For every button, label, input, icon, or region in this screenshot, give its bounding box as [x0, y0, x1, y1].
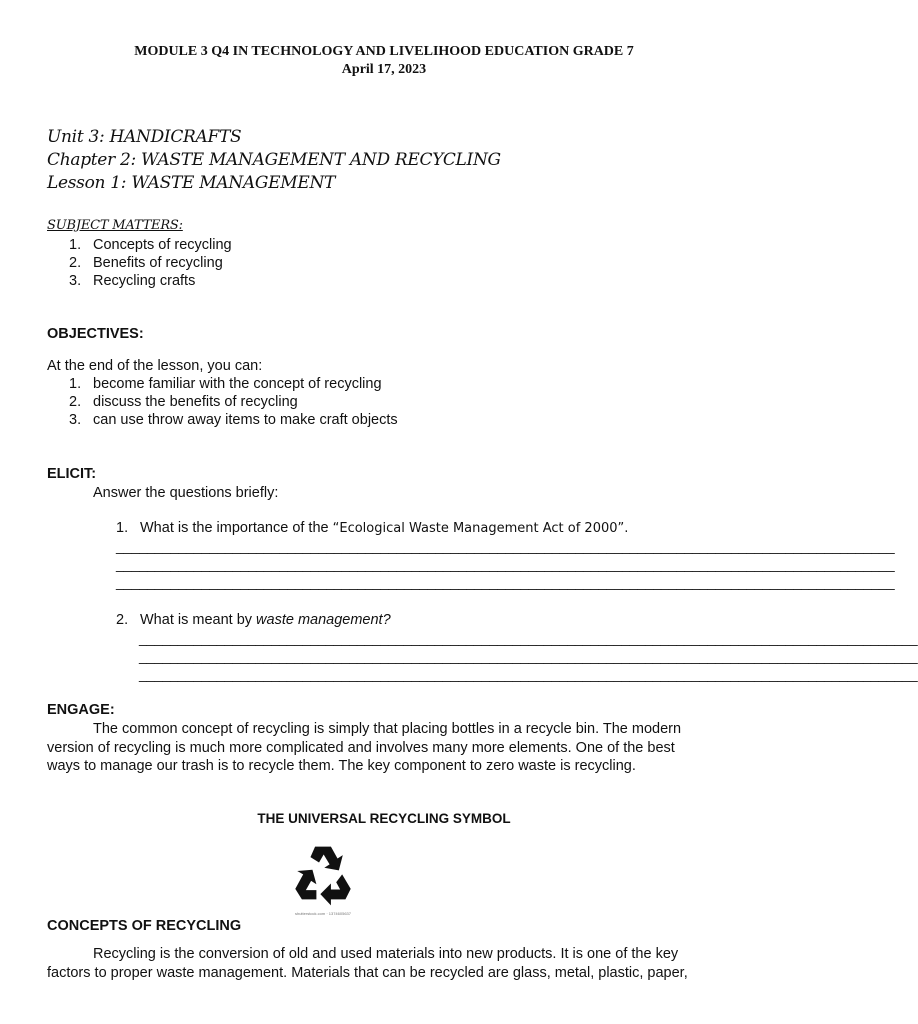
subject-matters-list: [69, 236, 232, 290]
concepts-paragraph: Recycling is the conversion of old and used materials into new products. It is one of the key factors to proper waste management. Materials that can be recycled are glass, metal, plastic, paper,: [47, 946, 688, 981]
chapter-title: Chapter 2: WASTE MANAGEMENT AND RECYCLING: [47, 150, 501, 170]
objectives-list: [69, 375, 398, 429]
list-item: 1. become familiar with the concept of recycling: [69, 376, 382, 392]
answer-line-1a[interactable]: ____________________________________________________________________________________________________: [116, 538, 895, 554]
module-header: MODULE 3 Q4 IN TECHNOLOGY AND LIVELIHOOD EDUCATION GRADE 7: [134, 44, 634, 59]
list-item: 1. Concepts of recycling: [69, 237, 232, 253]
recycling-symbol-icon: [290, 840, 356, 906]
answer-line-2a[interactable]: ____________________________________________________________________________________________________: [139, 630, 918, 646]
list-item: 2. Benefits of recycling: [69, 255, 223, 271]
question-1: 1. What is the importance of the “Ecological Waste Management Act of 2000”.: [116, 520, 629, 536]
symbol-heading: THE UNIVERSAL RECYCLING SYMBOL: [257, 811, 511, 826]
question-2: 2. What is meant by waste management?: [116, 612, 391, 628]
elicit-heading: ELICIT:: [47, 466, 97, 482]
module-date: April 17, 2023: [341, 62, 427, 77]
lesson-title: Lesson 1: WASTE MANAGEMENT: [47, 173, 336, 193]
list-item: 2. discuss the benefits of recycling: [69, 394, 298, 410]
list-item: 3. can use throw away items to make craft objects: [69, 412, 398, 428]
answer-line-2b[interactable]: ____________________________________________________________________________________________________: [139, 648, 918, 664]
symbol-caption: shutterstock.com · 1374605637: [294, 911, 352, 916]
objectives-heading: OBJECTIVES:: [47, 326, 144, 342]
objectives-intro: At the end of the lesson, you can:: [47, 358, 263, 374]
recycling-symbol: [288, 840, 358, 922]
list-item: 3. Recycling crafts: [69, 273, 196, 289]
engage-paragraph: The common concept of recycling is simply that placing bottles in a recycle bin. The modern version of recycling is much more complicated and involves many more elements. One of the best ways to manage our trash is to recycle them. The key component to zero waste is recycling.: [47, 721, 682, 774]
answer-line-2c[interactable]: ____________________________________________________________________________________________________: [139, 666, 918, 682]
answer-line-1c[interactable]: ____________________________________________________________________________________________________: [116, 574, 895, 590]
subject-matters-heading: SUBJECT MATTERS:: [47, 218, 183, 233]
unit-title: Unit 3: HANDICRAFTS: [47, 127, 242, 147]
elicit-instruction: Answer the questions briefly:: [93, 485, 279, 501]
answer-line-1b[interactable]: ____________________________________________________________________________________________________: [116, 556, 895, 572]
concepts-heading: CONCEPTS OF RECYCLING: [47, 918, 242, 934]
engage-heading: ENGAGE:: [47, 702, 115, 718]
